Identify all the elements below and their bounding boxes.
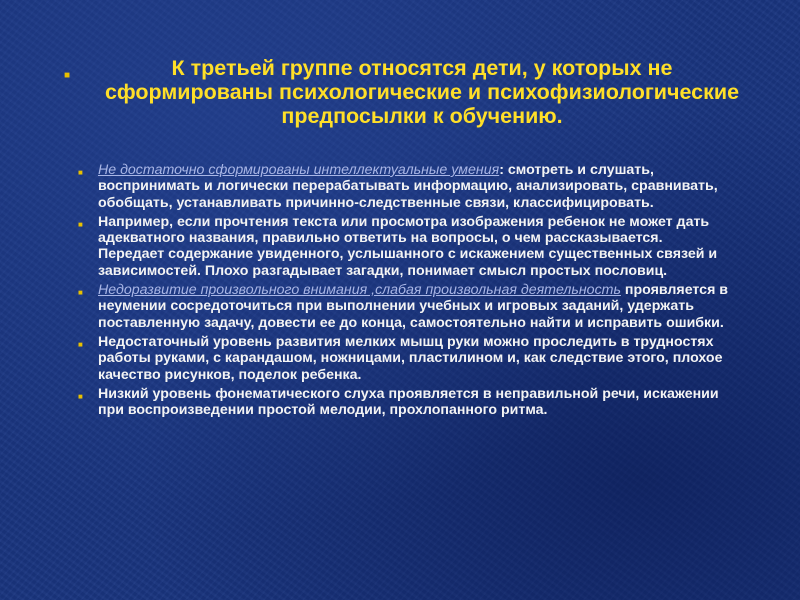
square-bullet-icon: ■ [64,70,71,81]
list-item [78,386,728,419]
item-text: Например, если прочтения текста или просмотра изображения ребенок не может дать адекватного названия, правильно ответить на вопросы, о чем рассказывается. Передает содержание увиденного, услышанного с искажением существенных связей и зависимостей. Плохо разгадывает загадки, понимает смысл простых пословиц. [98,213,718,279]
item-text: : смотреть и слушать, воспринимать и логически перерабатывать информацию, анализировать, сравнивать, обобщать, устанавливать причинно-следственные связи, классифицировать. [98,162,718,211]
body-list [78,162,728,421]
heading-block [64,56,764,128]
list-item [78,282,728,331]
list-item [78,162,728,211]
square-bullet-icon: ■ [78,339,83,349]
item-text: Недостаточный уровень развития мелких мышц руки можно проследить в трудностях работы руками, с карандашом, ножницами, пластилином и, как следствие этого, плохое качество рисунков, поделок ребенка. [98,333,723,383]
square-bullet-icon: ■ [78,219,83,229]
item-text: проявляется в неумении сосредоточиться при выполнении учебных и игровых заданий, удержать поставленную задачу, довести ее до конца, самостоятельно найти и исправить ошибки. [98,282,729,331]
list-item [78,214,728,279]
square-bullet-icon: ■ [78,391,83,401]
item-text: Низкий уровень фонематического слуха проявляется в неправильной речи, искажении при воспроизведении простой мелодии, прохлопанного ритма. [98,385,719,419]
square-bullet-icon: ■ [78,168,83,177]
square-bullet-icon: ■ [78,288,83,298]
list-item [78,334,728,383]
slide-title: К третьей группе относятся дети, у которых не сформированы психологические и психофизиологические предпосылки к обучению. [104,56,740,128]
emphasis-text: Недоразвитие произвольного внимания ,слабая произвольная деятельность [98,282,621,299]
emphasis-text: Не достаточно сформированы интеллектуальные умения [98,162,500,178]
